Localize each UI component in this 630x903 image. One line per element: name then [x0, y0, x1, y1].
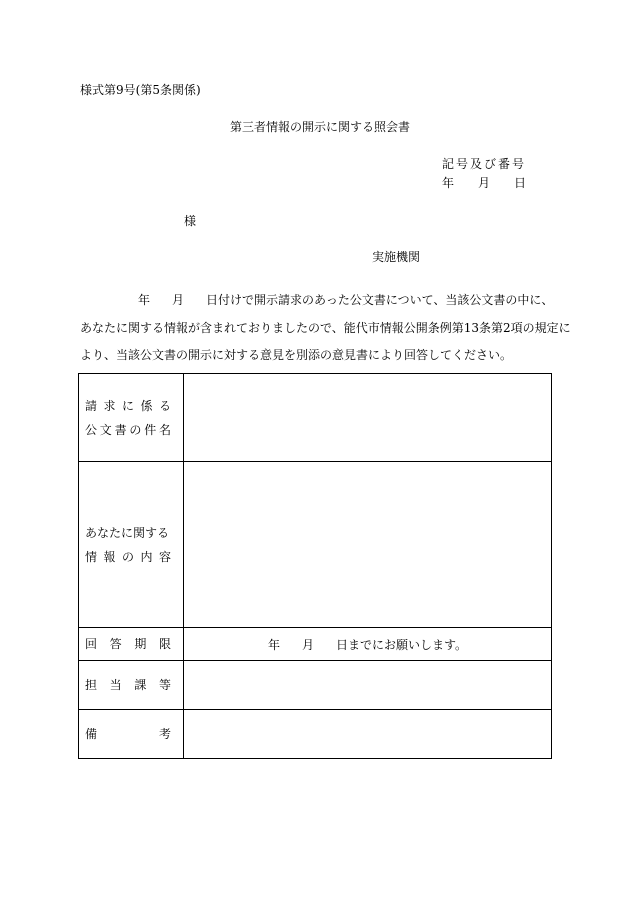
label-char: 容: [158, 549, 171, 564]
info-label: [79, 462, 184, 628]
staff-label: [79, 661, 184, 710]
body-paragraph-line-2: あなたに関する情報が含まれておりましたので、能代市情報公開条例第13条第2項の規定に: [80, 321, 571, 335]
deadline-label: [79, 628, 184, 661]
document-title: 第三者情報の開示に関する照会書: [229, 120, 410, 134]
issue-date: [442, 174, 526, 191]
info-field[interactable]: [184, 462, 552, 628]
label-char: に: [121, 398, 134, 413]
deadline-year: 年: [267, 637, 280, 652]
body-paragraph-line-1: [80, 291, 553, 308]
deadline-month: 月: [301, 637, 314, 652]
label-char: 限: [158, 637, 171, 651]
remarks-field[interactable]: [184, 710, 552, 759]
remarks-label: [79, 710, 184, 759]
label-char: 当: [109, 678, 122, 692]
label-char: 情: [85, 549, 98, 564]
staff-row: [79, 661, 552, 710]
label-char: 担: [85, 678, 98, 692]
subject-label: [79, 374, 184, 462]
deadline-label: [85, 632, 171, 656]
date-month: 月: [478, 176, 491, 190]
request-date-year: 年: [138, 293, 151, 307]
deadline-text: 日までにお願いします。: [335, 637, 468, 652]
info-label-2: [85, 545, 171, 569]
label-char: 回: [85, 637, 98, 651]
info-label-line-1: あなたに関する: [85, 525, 170, 540]
label-char: 考: [158, 727, 171, 741]
inquiry-form-table: [78, 373, 552, 759]
label-char: 請: [85, 398, 98, 413]
label-char: 答: [109, 637, 122, 651]
label-char: 求: [103, 398, 116, 413]
deadline-row: [79, 628, 552, 661]
label-char: の: [121, 549, 134, 564]
label-char: 備: [85, 727, 98, 741]
subject-label-2: [85, 418, 171, 442]
subject-label-1: [85, 394, 171, 418]
label-char: 書: [114, 422, 127, 437]
date-day: 日: [514, 176, 527, 190]
date-year: 年: [442, 176, 455, 190]
staff-field[interactable]: [184, 661, 552, 710]
label-char: 等: [158, 678, 171, 692]
label-char: 公: [85, 422, 98, 437]
reference-number-label: 記号及び番号: [442, 157, 527, 171]
implementing-institution: 実施機関: [372, 250, 421, 264]
staff-label: [85, 673, 171, 697]
label-char: 文: [99, 422, 112, 437]
addressee-suffix: 様: [184, 214, 197, 228]
subject-row: [79, 374, 552, 462]
label-char: 課: [134, 678, 147, 692]
info-row: [79, 462, 552, 628]
label-char: 内: [140, 549, 153, 564]
label-char: 報: [103, 549, 116, 564]
form-number: 様式第9号(第5条関係): [80, 83, 201, 97]
label-char: 名: [158, 422, 171, 437]
deadline-field[interactable]: [184, 628, 552, 661]
subject-field[interactable]: [184, 374, 552, 462]
label-char: 件: [144, 422, 157, 437]
label-char: る: [158, 398, 171, 413]
request-date-month: 月: [172, 293, 185, 307]
label-char: 期: [134, 637, 147, 651]
label-char: の: [129, 422, 142, 437]
body-paragraph-line-3: より、当該公文書の開示に対する意見を別添の意見書により回答してください。: [80, 348, 513, 362]
body-line-1-text: 日付けで開示請求のあった公文書について、当該公文書の中に、: [206, 293, 554, 307]
remarks-label: [85, 722, 171, 746]
label-char: 係: [140, 398, 153, 413]
remarks-row: [79, 710, 552, 759]
